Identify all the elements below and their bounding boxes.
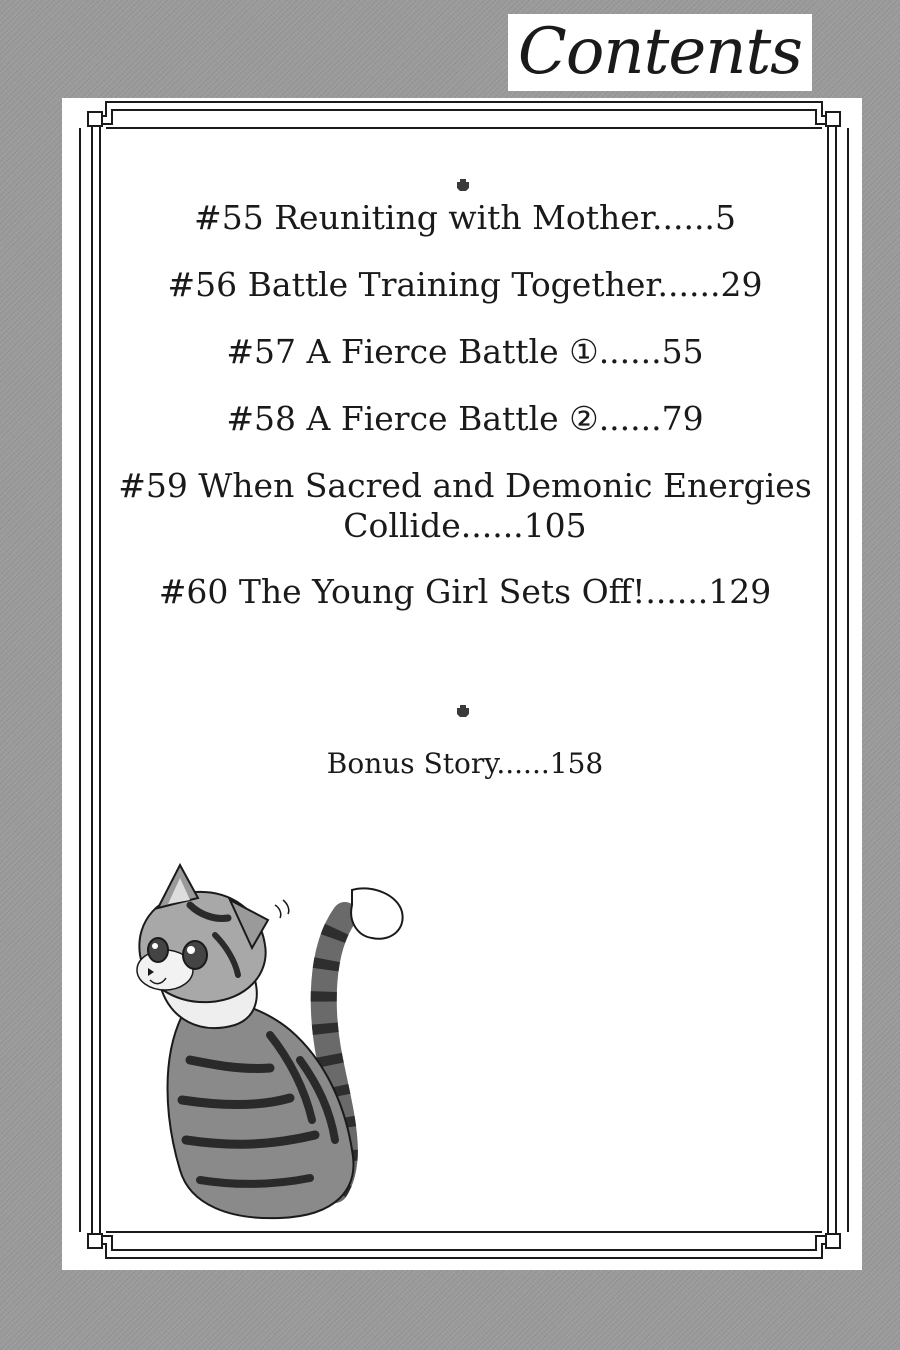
toc-entry-58[interactable] bbox=[100, 399, 830, 439]
toc-number: #55 bbox=[194, 198, 264, 237]
bonus-page: 158 bbox=[549, 747, 604, 780]
toc-title-continued: Collide bbox=[343, 506, 461, 545]
toc-number: #56 bbox=[167, 265, 238, 304]
toc-entry-56[interactable] bbox=[100, 265, 830, 305]
toc-number: #58 bbox=[226, 399, 296, 438]
toc-page: 129 bbox=[708, 572, 772, 611]
toc-entry-55[interactable] bbox=[100, 198, 830, 238]
toc-entry-59[interactable] bbox=[100, 466, 830, 546]
toc-list bbox=[100, 198, 830, 639]
toc-dots: ...... bbox=[657, 265, 721, 304]
toc-number: #60 bbox=[158, 572, 229, 611]
toc-dots: ...... bbox=[460, 506, 524, 545]
toc-page: 105 bbox=[523, 506, 587, 545]
toc-title: When Sacred and Demonic Energies bbox=[198, 466, 812, 505]
toc-entry-60[interactable] bbox=[100, 572, 830, 612]
toc-title: A Fierce Battle ② bbox=[306, 399, 599, 438]
toc-page: 5 bbox=[714, 198, 736, 237]
toc-number: #57 bbox=[226, 332, 296, 371]
toc-number: #59 bbox=[118, 466, 188, 505]
toc-title: A Fierce Battle ① bbox=[306, 332, 599, 371]
toc-page: 29 bbox=[720, 265, 763, 304]
toc-entry-57[interactable] bbox=[100, 332, 830, 372]
toc-title: Reuniting with Mother bbox=[274, 198, 652, 237]
toc-line-2 bbox=[100, 506, 830, 546]
page-title: Contents bbox=[508, 14, 812, 91]
bonus-entry[interactable] bbox=[100, 746, 830, 782]
bullet-ornament-icon bbox=[456, 704, 470, 718]
toc-title: Battle Training Together bbox=[247, 265, 658, 304]
toc-dots: ...... bbox=[598, 332, 662, 371]
bonus-title: Bonus Story bbox=[326, 747, 497, 780]
toc-dots: ...... bbox=[645, 572, 709, 611]
toc-page: 79 bbox=[661, 399, 704, 438]
bonus-dots: ...... bbox=[496, 747, 550, 780]
toc-line-1 bbox=[100, 466, 830, 506]
cat-illustration bbox=[120, 860, 420, 1230]
toc-dots: ...... bbox=[598, 399, 662, 438]
toc-page: 55 bbox=[661, 332, 704, 371]
toc-title: The Young Girl Sets Off! bbox=[238, 572, 646, 611]
toc-dots: ...... bbox=[651, 198, 715, 237]
bullet-ornament-icon bbox=[456, 178, 470, 192]
